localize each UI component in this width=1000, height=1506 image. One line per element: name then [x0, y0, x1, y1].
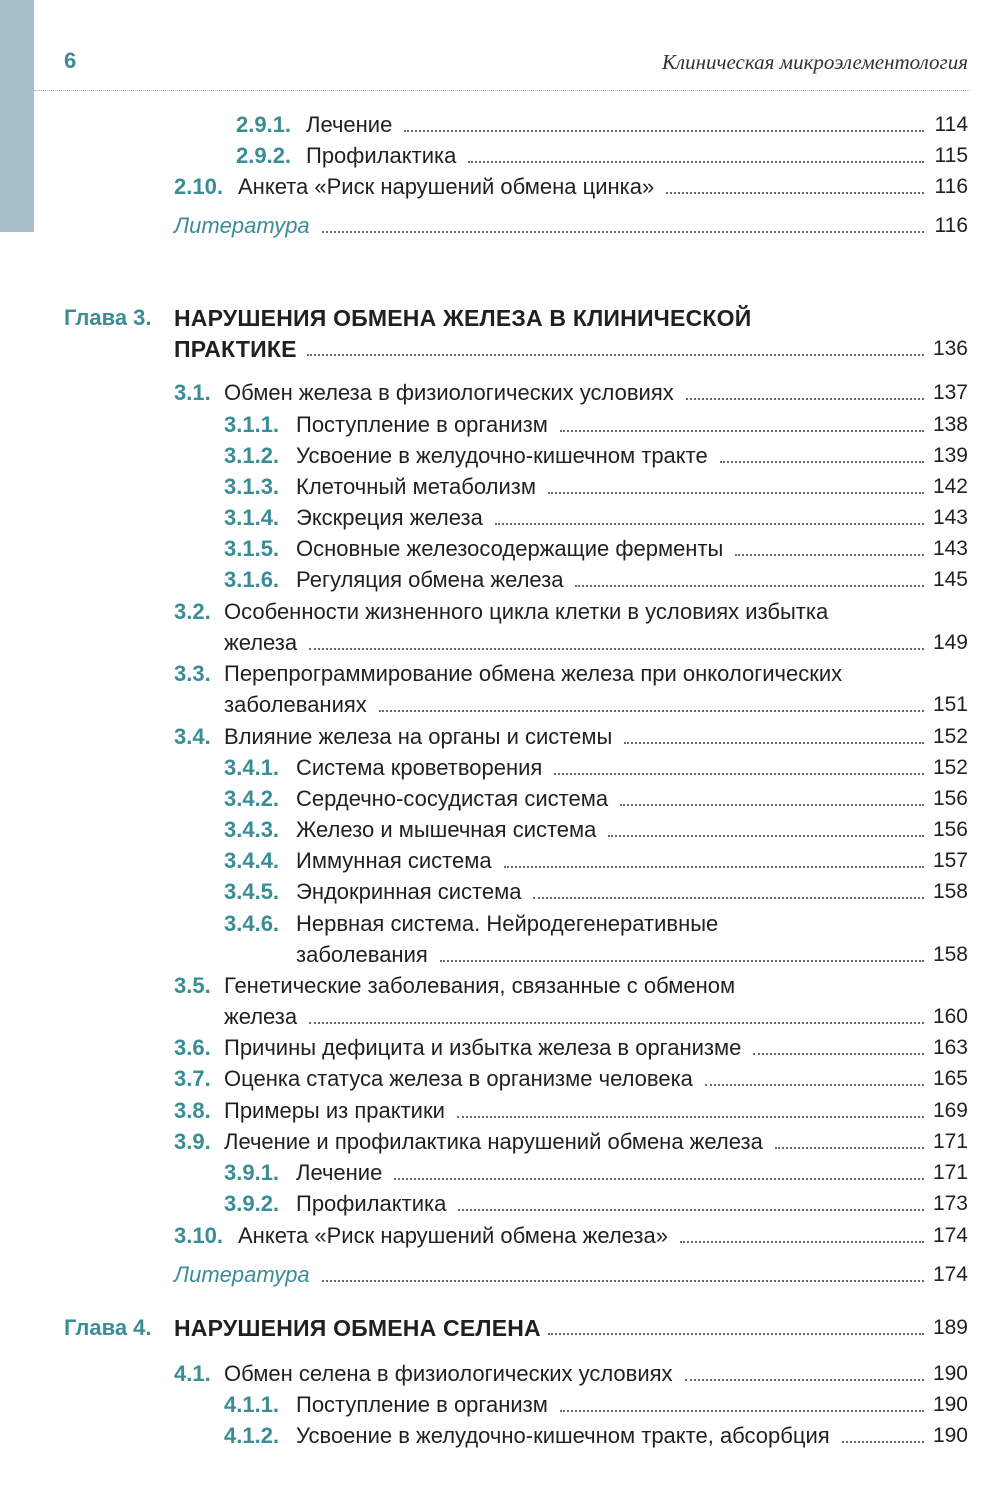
- page-ref: 173: [932, 1192, 968, 1215]
- toc-entry[interactable]: [0, 1127, 1000, 1157]
- entry-title: Клеточный метаболизм: [296, 474, 536, 499]
- page-ref: 174: [932, 1224, 968, 1247]
- toc-entry[interactable]: [0, 1189, 1000, 1219]
- toc-entry[interactable]: [0, 909, 1000, 939]
- chapter-heading[interactable]: [0, 303, 1000, 333]
- entry-title: Железо и мышечная система: [296, 817, 597, 842]
- entry-title: НАРУШЕНИЯ ОБМЕНА ЖЕЛЕЗА В КЛИНИЧЕСКОЙ: [174, 305, 752, 331]
- entry-number: 2.9.2.: [236, 143, 292, 168]
- entry-number: 3.4.6.: [224, 911, 280, 936]
- header-rule: [34, 90, 970, 91]
- page-ref: 171: [932, 1161, 968, 1184]
- entry-title: заболевания: [296, 942, 428, 967]
- entry-number: Глава 3.: [64, 305, 152, 330]
- page-ref: 143: [932, 537, 968, 560]
- page-ref: 138: [932, 413, 968, 436]
- dot-leader: [685, 1379, 924, 1381]
- entry-number: 3.2.: [174, 599, 211, 624]
- entry-number: 3.9.2.: [224, 1191, 280, 1216]
- toc-entry[interactable]: [0, 1096, 1000, 1126]
- entry-number: 3.6.: [174, 1035, 211, 1060]
- entry-title: Лечение и профилактика нарушений обмена железа: [224, 1129, 763, 1154]
- entry-title: Нервная система. Нейродегенеративные: [296, 911, 719, 936]
- entry-title: Лечение: [296, 1160, 383, 1185]
- toc-entry[interactable]: [0, 846, 1000, 876]
- entry-title: Анкета «Риск нарушений обмена железа»: [238, 1223, 668, 1248]
- page-ref: 152: [932, 756, 968, 779]
- entry-number: 3.4.1.: [224, 755, 280, 780]
- toc-entry[interactable]: [0, 503, 1000, 533]
- page-ref: 116: [934, 214, 968, 237]
- dot-leader: [458, 1209, 924, 1211]
- entry-number: 3.1.1.: [224, 412, 280, 437]
- dot-leader: [753, 1053, 924, 1055]
- toc-entry[interactable]: [0, 1064, 1000, 1094]
- toc-entry-continuation[interactable]: [0, 1002, 1000, 1032]
- page-ref: 137: [932, 381, 968, 404]
- entry-number: 3.1.2.: [224, 443, 280, 468]
- dot-leader: [735, 554, 924, 556]
- dot-leader: [720, 461, 924, 463]
- chapter-heading[interactable]: [0, 1313, 1000, 1343]
- page-ref: 189: [932, 1316, 968, 1339]
- toc-entry[interactable]: [0, 1421, 1000, 1451]
- entry-number: 3.4.5.: [224, 879, 280, 904]
- entry-number: 3.4.3.: [224, 817, 280, 842]
- toc-entry[interactable]: [0, 410, 1000, 440]
- dot-leader: [680, 1241, 924, 1243]
- dot-leader: [775, 1147, 924, 1149]
- page-ref: 145: [932, 568, 968, 591]
- dot-leader: [705, 1084, 924, 1086]
- dot-leader: [307, 354, 924, 356]
- entry-number: 3.10.: [174, 1223, 223, 1248]
- entry-title: Обмен селена в физиологических условиях: [224, 1361, 673, 1386]
- dot-leader: [468, 161, 924, 163]
- dot-leader: [533, 897, 924, 899]
- toc-entry[interactable]: [0, 565, 1000, 595]
- entry-number: 2.10.: [174, 174, 223, 199]
- toc-entry[interactable]: [0, 472, 1000, 502]
- page-ref: 174: [932, 1263, 968, 1286]
- entry-number: 3.4.2.: [224, 786, 280, 811]
- dot-leader: [394, 1178, 924, 1180]
- entry-title: Особенности жизненного цикла клетки в условиях избытка: [224, 599, 829, 624]
- toc-entry[interactable]: [0, 172, 1000, 202]
- entry-title: Регуляция обмена железа: [296, 567, 564, 592]
- toc-entry[interactable]: [0, 141, 1000, 171]
- entry-number: 3.9.: [174, 1129, 211, 1154]
- dot-leader: [608, 835, 924, 837]
- dot-leader: [560, 1410, 924, 1412]
- dot-leader: [309, 648, 924, 650]
- entry-title: Причины дефицита и избытка железа в организме: [224, 1035, 742, 1060]
- dot-leader: [457, 1116, 924, 1118]
- toc-entry[interactable]: [0, 784, 1000, 814]
- entry-title: Усвоение в желудочно-кишечном тракте, абсорбция: [296, 1423, 830, 1448]
- toc-entry[interactable]: [0, 1359, 1000, 1389]
- toc-entry[interactable]: [0, 722, 1000, 752]
- toc-entry[interactable]: [0, 1390, 1000, 1420]
- toc-entry[interactable]: [0, 877, 1000, 907]
- entry-title: Поступление в организм: [296, 1392, 548, 1417]
- page-ref: 190: [932, 1393, 968, 1416]
- page-ref: 156: [932, 818, 968, 841]
- toc-entry[interactable]: [0, 815, 1000, 845]
- entry-title: Анкета «Риск нарушений обмена цинка»: [238, 174, 655, 199]
- dot-leader: [575, 585, 924, 587]
- entry-number: 3.3.: [174, 661, 211, 686]
- dot-leader: [379, 710, 924, 712]
- entry-number: Глава 4.: [64, 1315, 152, 1340]
- page-ref: 142: [932, 475, 968, 498]
- entry-title: НАРУШЕНИЯ ОБМЕНА СЕЛЕНА: [174, 1315, 541, 1341]
- entry-number: 4.1.: [174, 1361, 211, 1386]
- entry-number: 4.1.2.: [224, 1423, 280, 1448]
- entry-title: Лечение: [306, 112, 393, 137]
- page-ref: 163: [932, 1036, 968, 1059]
- dot-leader: [504, 866, 924, 868]
- entry-title: Основные железосодержащие ферменты: [296, 536, 724, 561]
- entry-number: 3.7.: [174, 1066, 211, 1091]
- entry-number: 3.1.5.: [224, 536, 280, 561]
- page-number: 6: [64, 48, 77, 73]
- page-ref: 156: [932, 787, 968, 810]
- entry-number: 3.4.: [174, 724, 211, 749]
- entry-title: Поступление в организм: [296, 412, 548, 437]
- entry-number: 3.4.4.: [224, 848, 280, 873]
- page-ref: 143: [932, 506, 968, 529]
- dot-leader: [620, 804, 924, 806]
- entry-title: Профилактика: [306, 143, 457, 168]
- entry-title: Обмен железа в физиологических условиях: [224, 380, 674, 405]
- entry-title: Иммунная система: [296, 848, 492, 873]
- entry-title: Литература: [174, 1262, 310, 1287]
- toc-entry[interactable]: [0, 659, 1000, 689]
- entry-title: Перепрограммирование обмена железа при онкологических: [224, 661, 843, 686]
- dot-leader: [404, 130, 924, 132]
- entry-title: заболеваниях: [224, 692, 367, 717]
- running-title: Клиническая микроэлементология: [661, 50, 968, 74]
- entry-number: 3.1.: [174, 380, 211, 405]
- entry-title: Усвоение в желудочно-кишечном тракте: [296, 443, 708, 468]
- page-ref: 157: [932, 849, 968, 872]
- page-ref: 160: [932, 1005, 968, 1028]
- entry-number: 2.9.1.: [236, 112, 292, 137]
- entry-title: Литература: [174, 213, 310, 238]
- toc-entry[interactable]: [0, 378, 1000, 408]
- page-ref: 115: [934, 144, 968, 167]
- dot-leader: [322, 231, 924, 233]
- page-ref: 158: [932, 880, 968, 903]
- entry-title: Система кроветворения: [296, 755, 543, 780]
- dot-leader: [548, 492, 924, 494]
- page-ref: 139: [932, 444, 968, 467]
- entry-number: 3.1.4.: [224, 505, 280, 530]
- toc-entry-continuation[interactable]: [0, 940, 1000, 970]
- entry-title: Генетические заболевания, связанные с обменом: [224, 973, 736, 998]
- dot-leader: [842, 1441, 924, 1443]
- toc-entry[interactable]: [0, 1221, 1000, 1251]
- dot-leader: [440, 960, 924, 962]
- page-ref: 136: [932, 337, 968, 360]
- toc-entry[interactable]: [0, 1158, 1000, 1188]
- toc-entry[interactable]: [0, 441, 1000, 471]
- toc-entry[interactable]: [0, 597, 1000, 627]
- toc-entry[interactable]: [0, 110, 1000, 140]
- page-ref: 116: [934, 175, 968, 198]
- dot-leader: [554, 773, 924, 775]
- toc-entry[interactable]: [0, 971, 1000, 1001]
- dot-leader: [666, 192, 924, 194]
- page-ref: 152: [932, 725, 968, 748]
- entry-title: Оценка статуса железа в организме человека: [224, 1066, 693, 1091]
- entry-title: Эндокринная система: [296, 879, 522, 904]
- entry-title: Экскреция железа: [296, 505, 483, 530]
- page-ref: 169: [932, 1099, 968, 1122]
- page-ref: 171: [932, 1130, 968, 1153]
- dot-leader: [309, 1022, 924, 1024]
- page-ref: 149: [932, 631, 968, 654]
- page-ref: 190: [932, 1424, 968, 1447]
- entry-title: железа: [224, 630, 298, 655]
- toc-entry[interactable]: [0, 753, 1000, 783]
- entry-number: 4.1.1.: [224, 1392, 280, 1417]
- page-ref: 151: [932, 693, 968, 716]
- dot-leader: [322, 1280, 924, 1282]
- page-ref: 158: [932, 943, 968, 966]
- entry-title: ПРАКТИКЕ: [174, 336, 297, 362]
- toc-entry-continuation[interactable]: [0, 690, 1000, 720]
- literature-entry[interactable]: [0, 211, 1000, 241]
- page-ref: 190: [932, 1362, 968, 1385]
- entry-title: Профилактика: [296, 1191, 447, 1216]
- toc-entry-continuation[interactable]: [0, 628, 1000, 658]
- entry-title: Примеры из практики: [224, 1098, 445, 1123]
- entry-number: 3.5.: [174, 973, 211, 998]
- toc-entry[interactable]: [0, 534, 1000, 564]
- dot-leader: [624, 742, 924, 744]
- dot-leader: [495, 523, 924, 525]
- entry-number: 3.1.3.: [224, 474, 280, 499]
- entry-number: 3.1.6.: [224, 567, 280, 592]
- literature-entry[interactable]: [0, 1260, 1000, 1290]
- page-ref: 165: [932, 1067, 968, 1090]
- entry-number: 3.9.1.: [224, 1160, 280, 1185]
- entry-title: Сердечно-сосудистая система: [296, 786, 609, 811]
- entry-title: железа: [224, 1004, 298, 1029]
- entry-title: Влияние железа на органы и системы: [224, 724, 613, 749]
- dot-leader: [560, 430, 924, 432]
- toc-entry[interactable]: [0, 1033, 1000, 1063]
- entry-number: 3.8.: [174, 1098, 211, 1123]
- page-ref: 114: [934, 113, 968, 136]
- dot-leader: [686, 398, 924, 400]
- dot-leader: [548, 1333, 924, 1335]
- chapter-heading[interactable]: [0, 334, 1000, 364]
